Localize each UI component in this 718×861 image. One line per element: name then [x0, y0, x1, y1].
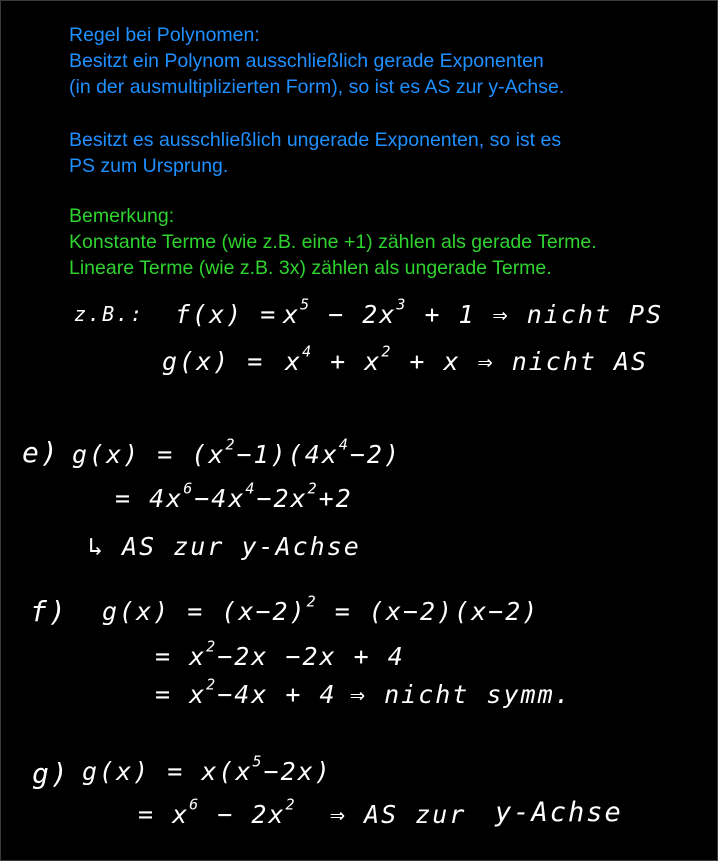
example-prefix: z.B.:: [74, 302, 145, 326]
task-e-line-2: = $4x^6-4x^4-2x^2+2$: [115, 479, 353, 513]
task-f-label: f): [30, 595, 68, 628]
task-e-label: e): [22, 436, 60, 469]
example-g-lhs: g(x) =: [162, 347, 265, 376]
rule-line-3: Besitzt es ausschließlich ungerade Exponenten, so ist es: [69, 129, 562, 151]
remark-line-1: Konstante Terme (wie z.B. eine +1) zählen als gerade Terme.: [69, 231, 597, 253]
task-g-line-2: = $x^6 - 2x^2$: [138, 795, 297, 829]
rule-line-2: (in der ausmultiplizierten Form), so ist es AS zur y-Achse.: [69, 76, 565, 98]
task-g-conclusion: ⇒ AS zur: [330, 800, 467, 829]
task-f-line-3: = $x^2-4x + 4$: [155, 675, 337, 709]
rule-line-1: Besitzt ein Polynom ausschließlich gerade Exponenten: [69, 50, 544, 72]
rule-line-4: PS zum Ursprung.: [69, 155, 229, 177]
example-f-rhs: $x^5 - 2x^3 + 1$ ⇒ nicht PS: [283, 295, 664, 329]
task-f-line-1: $g(x) = (x-2)^2 = (x-2)(x-2)$: [102, 592, 540, 626]
task-e-line-1: $g(x) = (x^2-1)(4x^4-2)$: [72, 435, 401, 469]
task-g-label: g): [32, 757, 70, 790]
task-f-conclusion: ⇒ nicht symm.: [350, 680, 572, 709]
task-g-line-1: $g(x) = x(x^5-2x)$: [82, 752, 332, 786]
remark-title: Bemerkung:: [69, 205, 175, 227]
task-e-line-3: ↳ AS zur y-Achse: [88, 532, 361, 561]
example-g-rhs: $x^4 + x^2 + x$ ⇒ nicht AS: [285, 342, 649, 376]
remark-line-2: Lineare Terme (wie z.B. 3x) zählen als ungerade Terme.: [69, 257, 552, 279]
task-g-axis: y-Achse: [495, 797, 623, 828]
task-f-line-2: = $x^2-2x -2x + 4$: [155, 637, 405, 671]
example-f-lhs: f(x) =: [175, 300, 278, 329]
rule-title: Regel bei Polynomen:: [69, 24, 260, 46]
